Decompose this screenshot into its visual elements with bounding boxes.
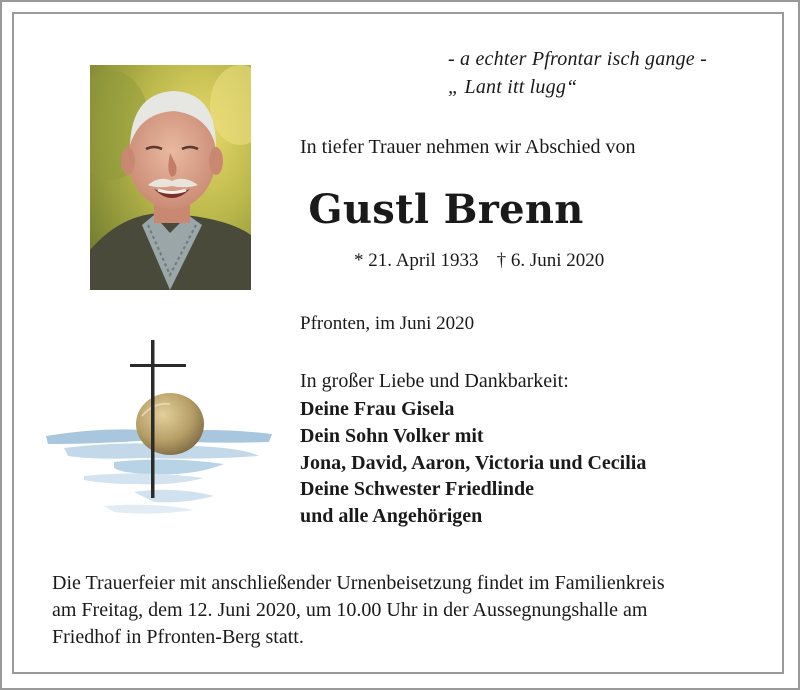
mourner-line: Dein Sohn Volker mit [300,425,484,447]
life-dates [354,250,604,272]
motto-line-2: „ Lant itt lugg“ [448,76,578,98]
mourner-line: Deine Frau Gisela [300,398,455,420]
deceased-name: Gustl Brenn [308,186,584,233]
funeral-info-line: am Freitag, dem 12. Juni 2020, um 10.00 Uhr in der Aussegnungshalle am [52,599,648,621]
portrait-photo [90,65,251,290]
mourner-line: Jona, David, Aaron, Victoria und Cecilia [300,452,647,474]
mourner-line: und alle Angehörigen [300,505,483,527]
mourner-line: Deine Schwester Friedlinde [300,478,535,500]
mourners-intro: In großer Liebe und Dankbarkeit: [300,370,569,392]
birth-date: * 21. April 1933 [354,250,479,271]
funeral-info-line: Friedhof in Pfronten-Berg statt. [52,626,304,648]
motto-line-1: - a echter Pfrontar isch gange - [448,48,707,70]
cross-stone-water-artwork [44,336,274,526]
place-and-date: Pfronten, im Juni 2020 [300,313,475,334]
funeral-info-line: Die Trauerfeier mit anschließender Urnenbeisetzung findet im Familienkreis [52,572,665,594]
death-date: † 6. Juni 2020 [496,250,605,271]
intro-text: In tiefer Trauer nehmen wir Abschied von [300,136,636,158]
